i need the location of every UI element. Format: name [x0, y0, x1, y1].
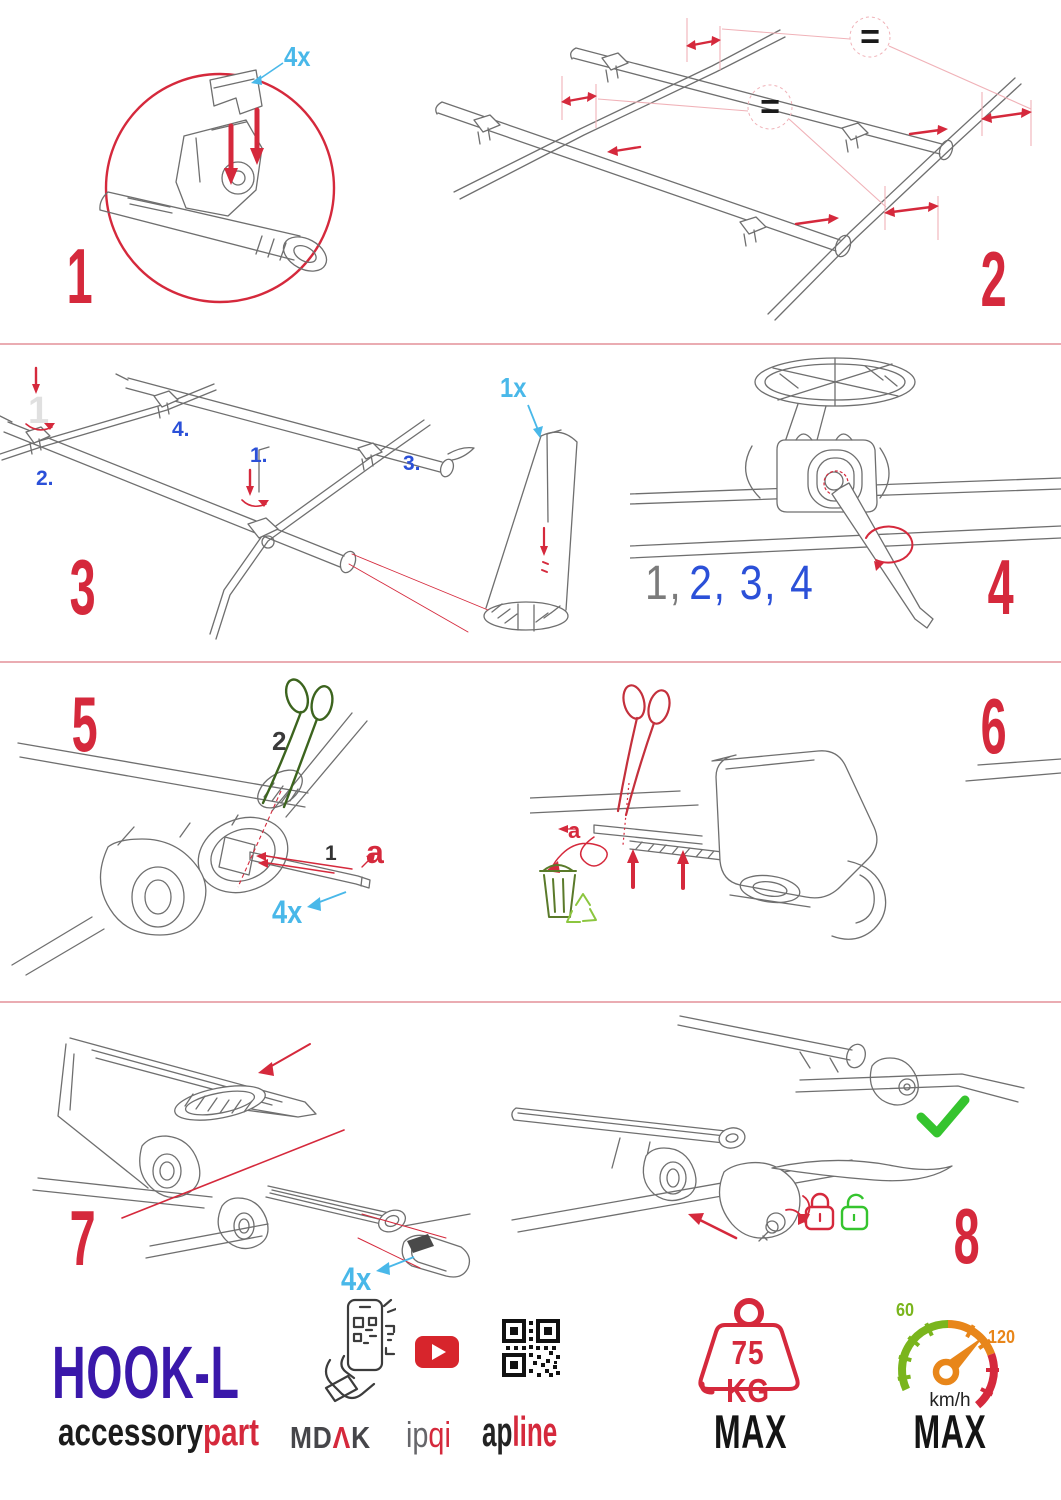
phone-scan-icon [318, 1298, 396, 1404]
order-label-3: 3. [403, 452, 421, 475]
product-name: HOOK-L [52, 1331, 240, 1414]
adjust-arrows [561, 36, 1032, 224]
rail-pad [755, 358, 915, 406]
step-number-1: 1 [66, 232, 92, 320]
bracket-part [210, 70, 262, 114]
mdak-part-2: Λ [332, 1420, 352, 1455]
youtube-icon [415, 1336, 459, 1368]
sequence-gray: 1, [645, 557, 683, 610]
logo-ipqi [406, 1414, 451, 1456]
clamp-body [712, 751, 877, 898]
check-icon [921, 1100, 965, 1133]
apline-part-1: ap [482, 1408, 513, 1455]
logo-apline [482, 1408, 557, 1456]
order-label-1: 1. [250, 444, 268, 467]
speed-max-label: MAX [913, 1405, 987, 1458]
rubber-strip [594, 825, 702, 844]
weight-max-label: MAX [714, 1405, 788, 1458]
mdak-part-3: K [351, 1420, 372, 1455]
allen-key-icon [832, 483, 933, 628]
logo-mdak [290, 1420, 371, 1456]
quantity-label: 4x [341, 1261, 372, 1297]
brand-black: accessory [58, 1412, 204, 1454]
dimension-label: a [568, 818, 581, 843]
ipqi-part-2: qi [428, 1414, 451, 1455]
qr-code-icon [502, 1319, 560, 1377]
quantity-label: 4x [284, 41, 311, 72]
brand-red: part [203, 1412, 260, 1454]
order-label-2: 2. [36, 467, 54, 490]
scissors-step-label: 2 [272, 726, 287, 756]
quantity-label: 1x [500, 372, 527, 403]
apline-part-2: line [512, 1408, 558, 1455]
section-divider [0, 343, 1061, 345]
step-number-5: 5 [71, 680, 97, 768]
mdak-part-1: MD [290, 1420, 333, 1455]
speed-high-label: 120 [988, 1327, 1016, 1347]
ghost-step-label: 1 [28, 390, 50, 432]
speed-unit-label: km/h [929, 1390, 971, 1411]
brand-logo [58, 1414, 259, 1452]
ipqi-part-1: ip [406, 1414, 429, 1455]
weight-value: 75 KG [726, 1334, 770, 1409]
torque-tool-tube [484, 430, 577, 631]
equal-spacing-symbol: = [860, 18, 880, 56]
dimension-label: a [366, 834, 384, 870]
order-label-4: 4. [172, 418, 190, 441]
speed-low-label: 60 [896, 1300, 915, 1320]
quantity-label: 4x [272, 894, 303, 930]
sequence-text [645, 556, 815, 611]
step-number-7: 7 [69, 1194, 95, 1282]
lock-cover-part [720, 1160, 953, 1238]
section-divider [0, 661, 1061, 663]
trash-recycle-icon [540, 865, 596, 922]
step-number-3: 3 [69, 543, 95, 631]
step-number-2: 2 [980, 235, 1006, 323]
end-cap-part [402, 1234, 469, 1277]
equal-spacing-symbol: = [760, 88, 780, 126]
clamp-body [100, 839, 205, 935]
clamp-body [176, 120, 262, 216]
lock-closed-icon [806, 1194, 833, 1229]
scissors-icon [618, 683, 673, 815]
step-number-4: 4 [987, 543, 1013, 631]
step-number-6: 6 [980, 682, 1006, 770]
section-divider [0, 1001, 1061, 1003]
step-number-8: 8 [953, 1192, 979, 1280]
lock-open-icon [842, 1195, 867, 1229]
step-2-illustration [430, 0, 1061, 340]
strip-step-label: 1 [325, 842, 337, 865]
sequence-blue: 2, 3, 4 [689, 557, 815, 610]
